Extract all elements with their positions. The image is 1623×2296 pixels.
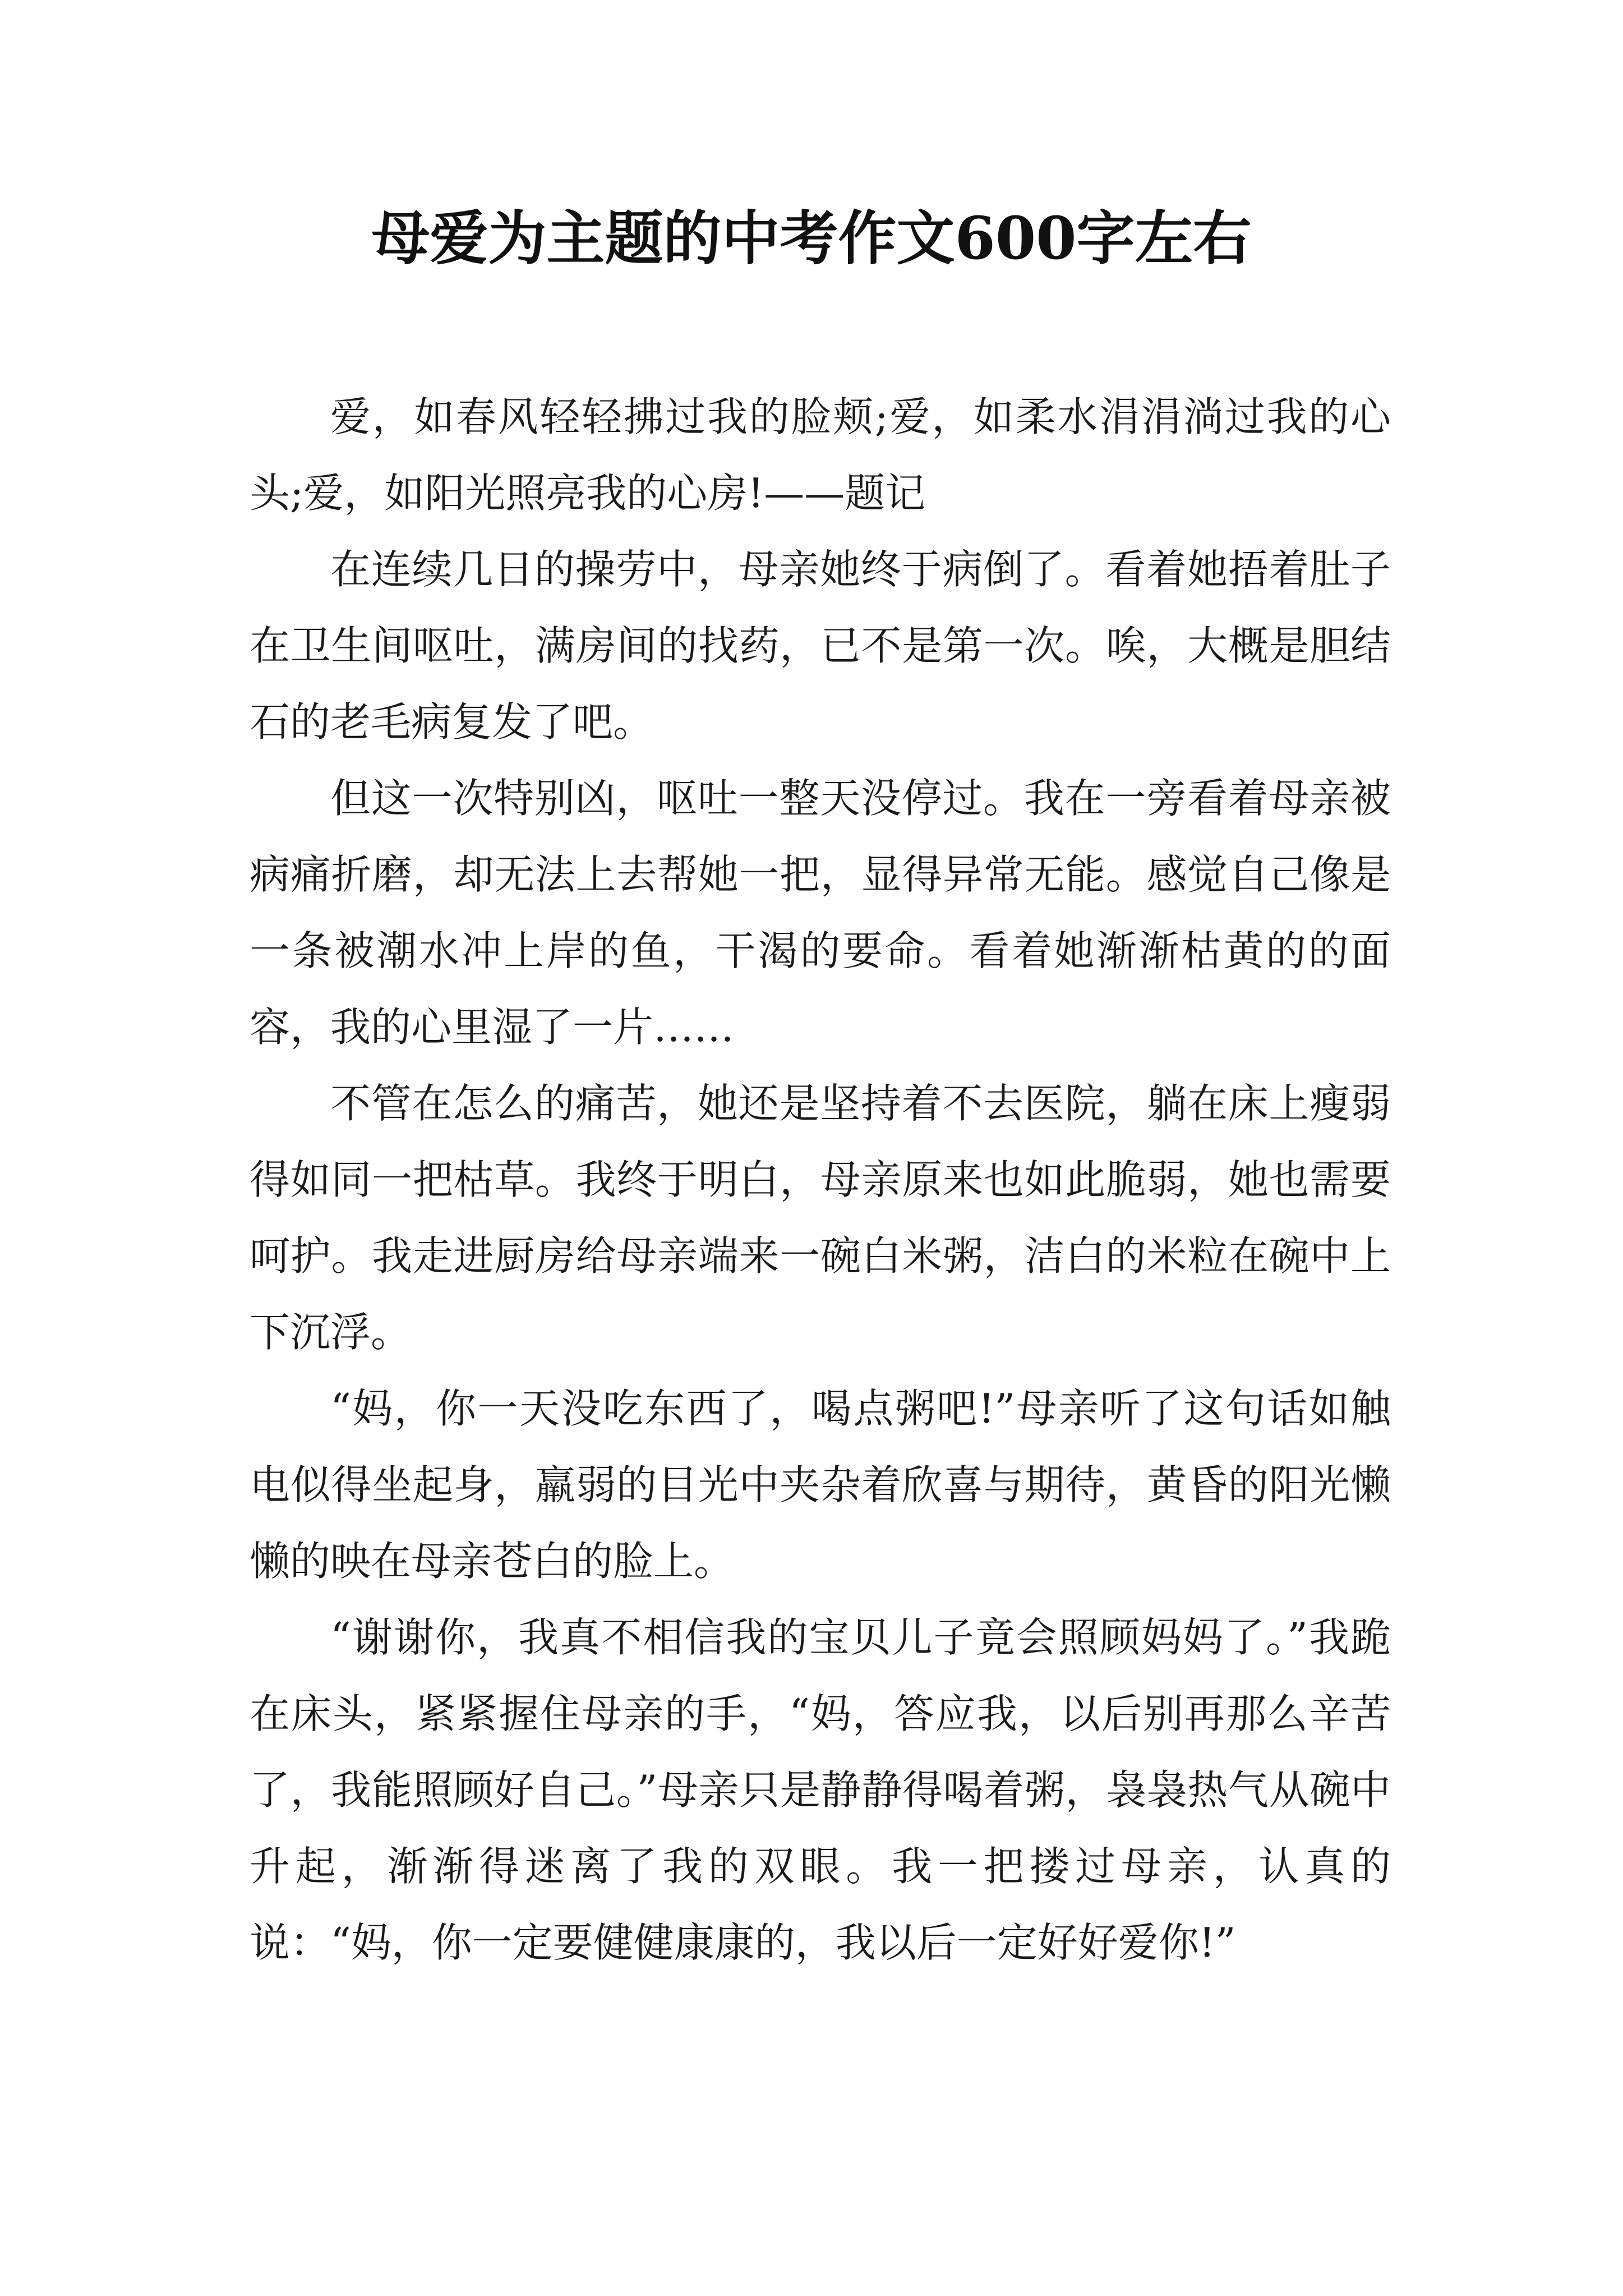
paragraph: “谢谢你，我真不相信我的宝贝儿子竟会照顾妈妈了。”我跪在床头，紧紧握住母亲的手，“妈，答应我，以后别再那么辛苦了，我能照顾好自己。”母亲只是静静得喝着粥，袅袅热气从碗中升起，渐渐得迷离了我的双眼。我一把搂过母亲，认真的说：“妈，你一定要健健康康的，我以后一定好好爱你!” — [250, 1614, 1391, 1966]
paragraph: 不管在怎么的痛苦，她还是坚持着不去医院，躺在床上瘦弱得如同一把枯草。我终于明白，母亲原来也如此脆弱，她也需要呵护。我走进厨房给母亲端来一碗白米粥，洁白的米粒在碗中上下沉浮。 — [250, 1080, 1391, 1356]
paragraph: 但这一次特别凶，呕吐一整天没停过。我在一旁看着母亲被病痛折磨，却无法上去帮她一把，显得异常无能。感觉自己像是一条被潮水冲上岸的鱼，干渴的要命。看着她渐渐枯黄的的面容，我的心里湿了一片…… — [250, 775, 1391, 1051]
document-body — [250, 379, 1391, 1981]
paragraph: 在连续几日的操劳中，母亲她终于病倒了。看着她捂着肚子在卫生间呕吐，满房间的找药，已不是第一次。唉，大概是胆结石的老毛病复发了吧。 — [250, 546, 1391, 746]
document-title: 母爱为主题的中考作文600字左右 — [371, 204, 1252, 273]
paragraph-epigraph: 爱，如春风轻轻拂过我的脸颊;爱，如柔水涓涓淌过我的心头;爱，如阳光照亮我的心房!——题记 — [250, 393, 1391, 517]
paragraph: “妈，你一天没吃东西了，喝点粥吧!”母亲听了这句话如触电似得坐起身，羸弱的目光中夹杂着欣喜与期待，黄昏的阳光懒懒的映在母亲苍白的脸上。 — [250, 1385, 1391, 1585]
